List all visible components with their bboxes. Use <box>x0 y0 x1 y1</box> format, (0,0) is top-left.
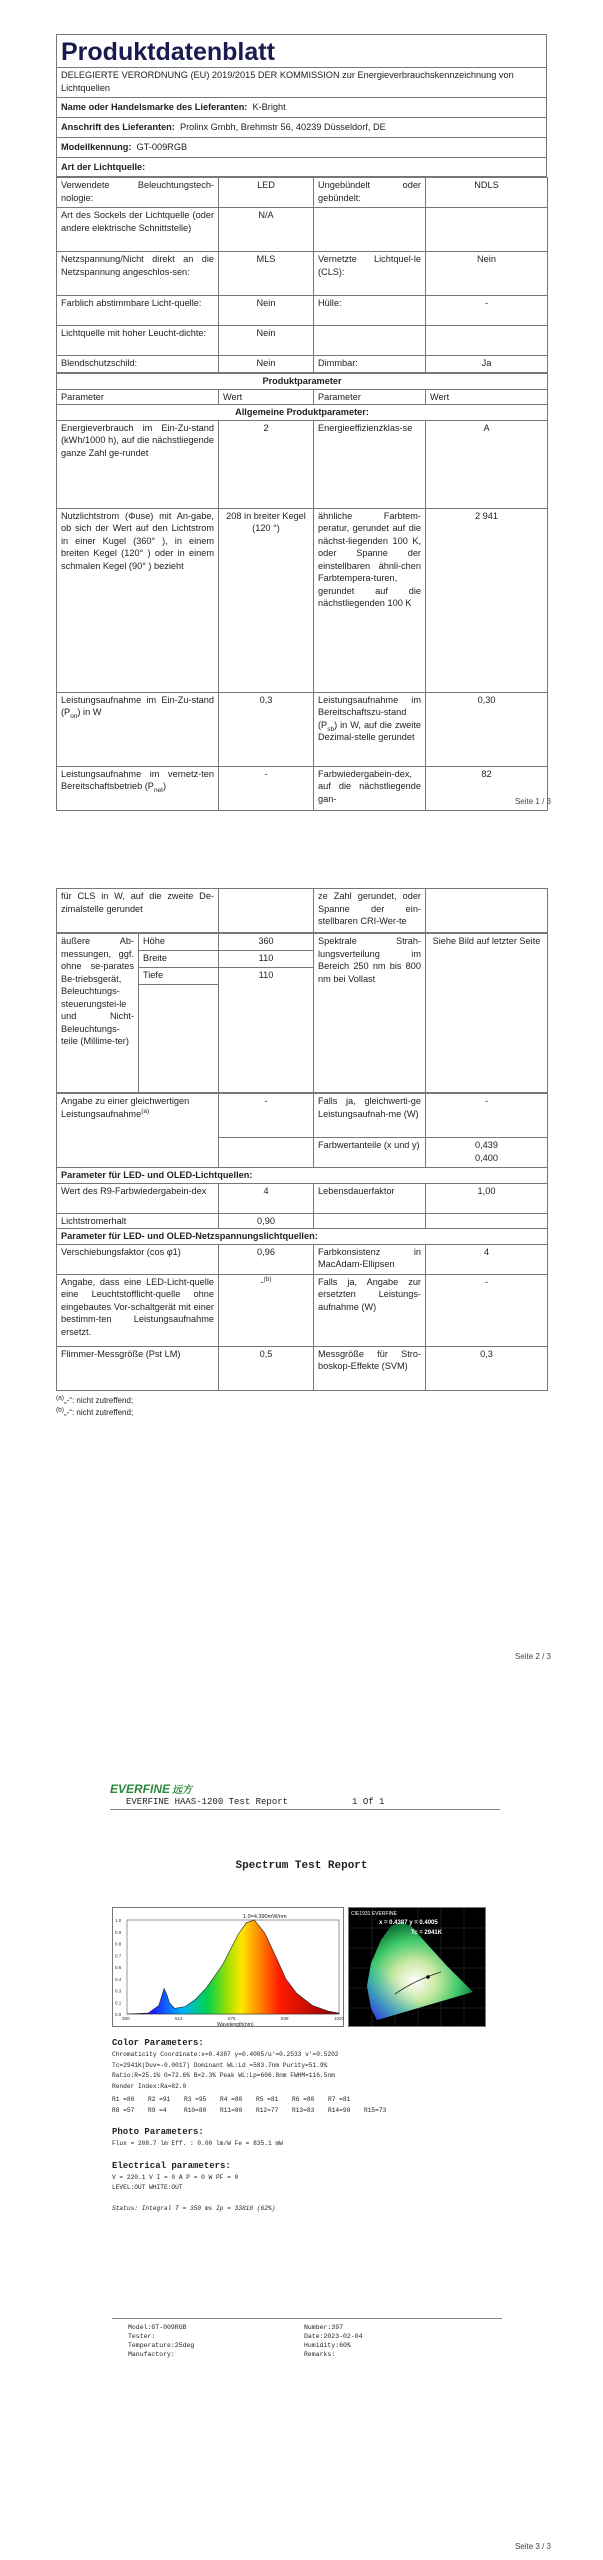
light-type-row <box>57 178 548 208</box>
chromaticity-value: 0,439 0,400 <box>426 1138 548 1168</box>
model-row: Modellkennung: GT-009RGB <box>57 138 547 158</box>
color-line: Ratio:R=25.1% G=72.6% B=2.3% Peak WL:Lp=606.8nm FWHM=116.5nm <box>112 2072 335 2079</box>
light-type-row <box>57 252 548 296</box>
lt-label-2 <box>314 208 426 252</box>
empty-cell <box>314 1213 426 1229</box>
color-params <box>112 2037 512 2214</box>
y-tick-label: 0.4 <box>115 1976 122 1982</box>
replacement-label: Angabe, dass eine LED-Licht-quelle eine Leuchtstofflicht-quelle ohne eingebautes Vor-schaltgerät mit einer bestimm-ten Leistungsaufnahme ersetzt. <box>57 1274 219 1346</box>
meta-remarks: Remarks: <box>304 2351 336 2358</box>
color-line: Chromaticity Coordinate:x=0.4387 y=0.4005/u'=0.2533 v'=0.5202 <box>112 2051 339 2058</box>
dim-depth-value: 110 <box>219 968 314 1093</box>
col-parameter: Parameter <box>57 389 219 405</box>
meta-temperature: Temperature:25deg <box>128 2342 195 2349</box>
spectrum-top-label: 1.0=4.390mW/nm <box>243 1914 287 1920</box>
datasheet-frame <box>56 34 547 811</box>
light-type-row <box>57 208 548 252</box>
y-tick-label: 0.3 <box>115 1988 122 1994</box>
empty-cell <box>139 985 219 1093</box>
lt-label: Netzspannung/Nicht direkt an die Netzspannung angeschlos-sen: <box>57 252 219 296</box>
dim-width-label: Breite <box>139 951 219 968</box>
light-type-row <box>57 326 548 356</box>
dimensions-label: äußere Ab-messungen, ggf. ohne se-parates Be-triebsgerät, Beleuchtungs-steuerungstei-le und Nicht-Beleuchtungs-teile (Millime-ter) <box>57 934 139 1093</box>
replacement-power-value: - <box>426 1274 548 1346</box>
energy-consumption-value: 2 <box>219 420 314 508</box>
col-parameter-2: Parameter <box>314 389 426 405</box>
empty-cell <box>219 1138 314 1168</box>
render-index-row-2: R8 =57 R9 =4 R10=80 R11=80 R12=77 R13=83 R14=98 R15=73 <box>112 2106 387 2114</box>
empty-cell <box>219 889 314 933</box>
cie-tc: Tc = 2941K <box>411 1930 443 1936</box>
page-3 <box>0 1685 603 2560</box>
led-params-header: Parameter für LED- und OLED-Lichtquellen: <box>57 1168 548 1184</box>
cie-diagram <box>348 1907 486 2027</box>
dimensions-table <box>56 933 548 1093</box>
light-type-row <box>57 296 548 326</box>
lt-label: Blendschutzschild: <box>57 356 219 373</box>
replacement-power-label: Falls ja, Angabe zur ersetzten Leistungs-aufnahme (W) <box>314 1274 426 1346</box>
lt-value: N/A <box>219 208 314 252</box>
report-meta <box>112 2318 502 2359</box>
page-title: Produktdatenblatt <box>56 34 547 67</box>
mains-params-header: Parameter für LED- und OLED-Netzspannungslichtquellen: <box>57 1229 548 1245</box>
lt-value-2: - <box>426 296 548 326</box>
spectral-value: Siehe Bild auf letzter Seite <box>426 934 548 1093</box>
lt-value-2 <box>426 208 548 252</box>
cie-label: CIE1931 EVERFINE <box>351 1911 397 1917</box>
standby-power-value: 0,30 <box>426 692 548 766</box>
light-type-table <box>56 177 548 373</box>
spectrum-chart-svg <box>113 1908 345 2028</box>
lt-label: Verwendete Beleuchtungstech-nologie: <box>57 178 219 208</box>
spectrum-chart <box>112 1907 344 2027</box>
page-number-2: Seite 2 / 3 <box>514 1652 551 1661</box>
color-consistency-label: Farbkonsistenz in MacAdam-Ellipsen <box>314 1244 426 1274</box>
elec-params-title: Electrical parameters: <box>112 2160 231 2171</box>
continuation-table <box>56 888 548 933</box>
power-factor-value: 0,96 <box>219 1244 314 1274</box>
spectral-label: Spektrale Strah-lungsverteilung im Bereich 250 nm bis 800 nm bei Vollast <box>314 934 426 1093</box>
y-tick-label: 0.7 <box>115 1953 122 1959</box>
cls-standby-cont: für CLS in W, auf die zweite De-zimalstelle gerundet <box>57 889 219 933</box>
standby-power-label: Leistungsaufnahme im Bereitschaftszu-stand $(P_{sb})$ in W, auf die zweite Dezimal-stelle gerundet <box>314 692 426 766</box>
x-tick-label: 675 <box>228 2016 236 2021</box>
cri-value: 82 <box>426 766 548 810</box>
color-consistency-value: 4 <box>426 1244 548 1274</box>
cie-svg <box>349 1908 486 2027</box>
meta-number: Number:397 <box>304 2324 344 2331</box>
stroboscopic-label: Messgröße für Stro-boskop-Effekte (SVM) <box>314 1346 426 1390</box>
supplier-table <box>56 67 547 177</box>
lt-label: Lichtquelle mit hoher Leucht-dichte: <box>57 326 219 356</box>
equiv-power-value: - <box>219 1094 314 1138</box>
general-params-header: Allgemeine Produktparameter: <box>57 405 548 421</box>
lifetime-factor-value: 1,00 <box>426 1183 548 1213</box>
color-line: Tc=2941K(Duv=-0.0017) Dominant WL:Ld =583.7nm Purity=51.9% <box>112 2061 328 2069</box>
energy-consumption-label: Energieverbrauch im Ein-Zu-stand (kWh/1000 h), auf die nächstliegende ganze Zahl ge-rundet <box>57 420 219 508</box>
light-type-row <box>57 356 548 373</box>
page-2 <box>0 830 603 1685</box>
params-table-2 <box>56 1093 548 1391</box>
chromaticity-point <box>426 1975 430 1979</box>
empty-cell <box>426 889 548 933</box>
lt-value-2: Ja <box>426 356 548 373</box>
spectrum-area <box>127 1920 339 2014</box>
meta-tester: Tester: <box>128 2333 156 2340</box>
spectrum-xlabel: Wavelength(nm) <box>217 2022 254 2028</box>
r9-value: 4 <box>219 1183 314 1213</box>
lt-label-2: Vernetzte Lichtquel-le (CLS): <box>314 252 426 296</box>
on-power-label: Leistungsaufnahme im Ein-Zu-stand $(P_{on})$ in W <box>57 692 219 766</box>
lumen-maintenance-value: 0,90 <box>219 1213 314 1229</box>
everfine-logo: EVERFINE 远方 <box>110 1782 193 1796</box>
lt-value: Nein <box>219 296 314 326</box>
meta-date: Date:2023-02-04 <box>304 2333 363 2340</box>
y-tick-label: 0.0 <box>115 2012 122 2017</box>
elec-line-2: LEVEL:OUT WHITE:OUT <box>112 2184 183 2191</box>
status-line: Status: Integral T = 350 ms Ip = 33818 (62%) <box>112 2204 276 2212</box>
cri-label-cont: ze Zahl gerundet, oder Spanne der ein-stellbaren CRI-Wer-te <box>314 889 426 933</box>
y-tick-label: 0.8 <box>115 1941 122 1947</box>
report-header: EVERFINE HAAS-1200 Test Report 1 Of 1 <box>110 1797 500 1810</box>
cie-xy: x = 0.4387 y = 0.4005 <box>379 1920 438 1926</box>
lt-value: MLS <box>219 252 314 296</box>
on-power-value: 0,3 <box>219 692 314 766</box>
col-value-2: Wert <box>426 389 548 405</box>
page-1 <box>0 0 603 830</box>
flicker-label: Flimmer-Messgröße (Pst LM) <box>57 1346 219 1390</box>
lifetime-factor-label: Lebensdauerfaktor <box>314 1183 426 1213</box>
energy-class-value: A <box>426 420 548 508</box>
address-row: Anschrift des Lieferanten: Prolinx Gmbh, Brehmstr 56, 40239 Düsseldorf, DE <box>57 118 547 138</box>
dim-height-label: Höhe <box>139 934 219 951</box>
dim-width-value: 110 <box>219 951 314 968</box>
color-params-title: Color Parameters: <box>112 2038 204 2048</box>
stroboscopic-value: 0,3 <box>426 1346 548 1390</box>
photo-line: Flux = 208.7 lm Eff. : 0.00 lm/W Fe = 835.1 mW <box>112 2140 283 2147</box>
col-value: Wert <box>219 389 314 405</box>
page-number-1: Seite 1 / 3 <box>514 797 551 806</box>
network-standby-value: - <box>219 766 314 810</box>
render-index-row-1: R1 =80 R2 =91 R3 =95 R4 =80 R5 =81 R6 =80 R7 =81 <box>112 2096 351 2103</box>
equiv-watt-value: - <box>426 1094 548 1138</box>
lt-value: LED <box>219 178 314 208</box>
r9-label: Wert des R9-Farbwiedergabein-dex <box>57 1183 219 1213</box>
lt-value-2: Nein <box>426 252 548 296</box>
lt-label: Farblich abstimmbare Licht-quelle: <box>57 296 219 326</box>
product-params-header: Produktparameter <box>57 374 548 390</box>
meta-model: Model:GT-009RGB <box>128 2324 187 2331</box>
energy-class-label: Energieeffizienzklas-se <box>314 420 426 508</box>
x-tick-label: 838 <box>281 2016 289 2021</box>
lt-value: Nein <box>219 356 314 373</box>
footnote-a: $^{(a)}$„-“: nicht zutreffend; <box>56 1393 134 1405</box>
meta-humidity: Humidity:60% <box>304 2342 351 2349</box>
luminous-flux-label: Nutzlichtstrom (Φuse) mit An-gabe, ob sich der Wert auf den Lichtstrom in einer Kugel (360° ), in einem breiten Kegel (120° ) oder in einem schmalen Kegel (90° ) bezieht <box>57 508 219 692</box>
product-params-table <box>56 373 548 811</box>
empty-cell <box>426 1213 548 1229</box>
dim-depth-label: Tiefe <box>139 968 219 985</box>
lt-label-2: Hülle: <box>314 296 426 326</box>
x-tick-label: 380 <box>122 2016 130 2021</box>
lt-label-2: Dimmbar: <box>314 356 426 373</box>
photo-params-title: Photo Parameters: <box>112 2127 204 2137</box>
lt-value-2 <box>426 326 548 356</box>
lt-value-2: NDLS <box>426 178 548 208</box>
y-tick-label: 0.1 <box>115 2000 122 2006</box>
replacement-value: -$^{(b)}$ <box>219 1274 314 1346</box>
lt-value: Nein <box>219 326 314 356</box>
y-tick-label: 0.6 <box>115 1965 122 1970</box>
cct-value: 2 941 <box>426 508 548 692</box>
supplier-row: Name oder Handelsmarke des Lieferanten: K-Bright <box>57 98 547 118</box>
equiv-watt-label: Falls ja, gleichwerti-ge Leistungsaufnah-me (W) <box>314 1094 426 1138</box>
power-factor-label: Verschiebungsfaktor (cos φ1) <box>57 1244 219 1274</box>
y-tick-label: 1.0 <box>115 1918 122 1923</box>
meta-right <box>304 2323 363 2359</box>
x-tick-label: 1000 <box>334 2016 345 2021</box>
flicker-value: 0,5 <box>219 1346 314 1390</box>
cri-label: Farbwiedergabein-dex, auf die nächstliegende gan- <box>314 766 426 810</box>
meta-left <box>128 2323 304 2359</box>
equiv-power-label: Angabe zu einer gleichwertigen Leistungsaufnahme$^{(a)}$ <box>57 1094 219 1168</box>
elec-line-1: V = 220.1 V I = 0 A P = 0 W PF = 0 <box>112 2173 239 2181</box>
cct-label: ähnliche Farbtem-peratur, gerundet auf die nächst-liegenden 100 K, oder Spanne der einstellbaren ähnli-chen Farbtempera-turen, gerundet auf die nächstliegenden 100 K <box>314 508 426 692</box>
meta-manufactory: Manufactory: <box>128 2351 175 2358</box>
lt-label-2 <box>314 326 426 356</box>
dim-height-value: 360 <box>219 934 314 951</box>
page-number-3: Seite 3 / 3 <box>514 2542 551 2551</box>
light-type-header: Art der Lichtquelle: <box>57 158 547 177</box>
luminous-flux-value: 208 in breiter Kegel (120 °) <box>219 508 314 692</box>
chromaticity-label: Farbwertanteile (x und y) <box>314 1138 426 1168</box>
x-tick-label: 513 <box>175 2016 183 2021</box>
cie-locus-overlay <box>367 1922 473 2020</box>
network-standby-label: Leistungsaufnahme im vernetz-ten Bereitschaftsbetrieb $(P_{net})$ <box>57 766 219 810</box>
spectrum-title: Spectrum Test Report <box>235 1860 368 1872</box>
lumen-maintenance-label: Lichtstromerhalt <box>57 1213 219 1229</box>
regulation-text: DELEGIERTE VERORDNUNG (EU) 2019/2015 DER KOMMISSION zur Energieverbrauchskennzeichnung von Lichtquellen <box>57 68 547 98</box>
y-tick-label: 0.9 <box>115 1929 122 1935</box>
datasheet-frame-2 <box>56 888 547 1419</box>
lt-label-2: Ungebündelt oder gebündelt: <box>314 178 426 208</box>
lt-label: Art des Sockels der Lichtquelle (oder andere elektrische Schnittstelle) <box>57 208 219 252</box>
footnote-b: $^{(b)}$„-“: nicht zutreffend; <box>56 1405 134 1417</box>
color-line: Render Index:Ra=82.0 <box>112 2082 187 2090</box>
